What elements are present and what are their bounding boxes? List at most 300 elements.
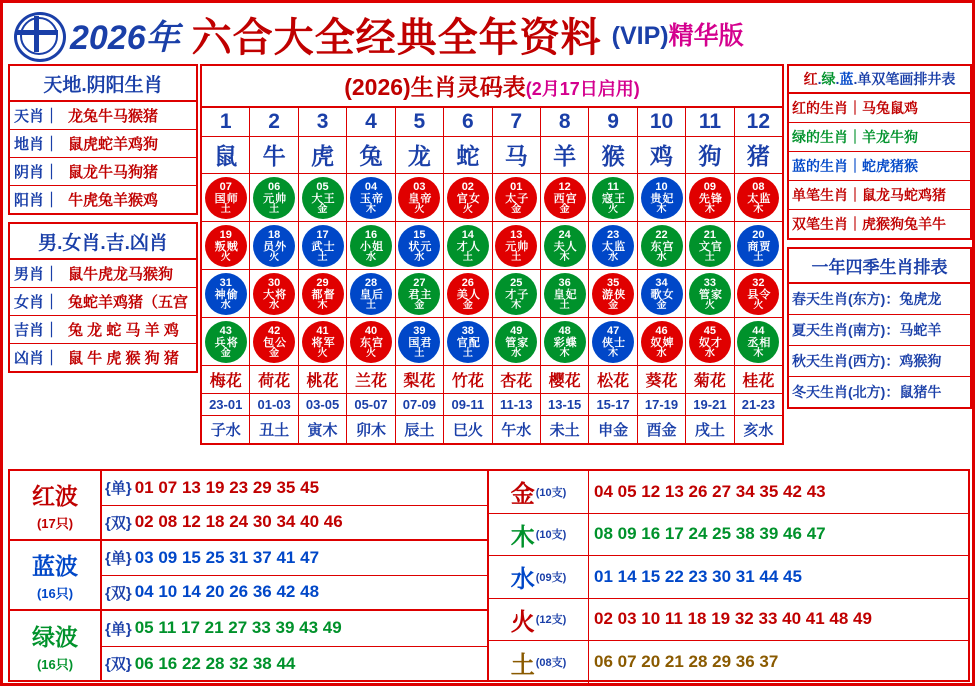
wave-number-list: 04 10 14 20 26 36 42 48 [134, 582, 320, 602]
number-ball[interactable] [641, 273, 683, 315]
ball-element: 水 [511, 347, 522, 359]
element-cell: 巳火 [444, 416, 492, 443]
element-name: 木 [510, 523, 535, 551]
ball-cell [735, 318, 782, 365]
odd-even-tag: {双} [105, 656, 132, 674]
list-item [10, 316, 196, 344]
number-ball[interactable] [205, 273, 247, 315]
wave-count: (16只) [36, 657, 74, 672]
ball-cell [250, 174, 298, 221]
table-title [202, 66, 782, 108]
ball-element: 木 [608, 347, 619, 359]
ball-title: 皇 妃 [553, 288, 576, 301]
number-ball[interactable] [495, 225, 537, 267]
number-ball[interactable] [302, 225, 344, 267]
element-row [202, 416, 782, 443]
number-ball[interactable] [205, 225, 247, 267]
ball-cell [347, 174, 395, 221]
number-ball[interactable] [302, 177, 344, 219]
element-cell: 酉金 [638, 416, 686, 443]
range-cell: 17-19 [638, 394, 686, 415]
ball-title: 元 帅 [263, 192, 286, 205]
flower-cell: 桂花 [742, 373, 775, 390]
flower-cell: 杏花 [493, 366, 541, 393]
ball-cell [541, 270, 589, 317]
element-number-list: 08 09 16 17 24 25 38 39 46 47 [594, 524, 826, 544]
animal-cell: 龙 [396, 137, 444, 173]
row-value: 鼠虎蛇羊鸡狗 [68, 136, 159, 153]
number-ball[interactable] [737, 225, 779, 267]
element-number-list: 04 05 12 13 26 27 34 35 42 43 [594, 481, 826, 501]
number-ball[interactable] [447, 177, 489, 219]
ball-element: 水 [704, 347, 715, 359]
number-ball[interactable] [495, 273, 537, 315]
list-item: 秋天生肖(西方)：鸡猴狗 [789, 346, 970, 377]
column-header: 2 [250, 108, 298, 136]
ball-title: 管 家 [505, 336, 528, 349]
ball-title: 神 偷 [214, 288, 237, 301]
ball-number: 29 [316, 276, 329, 289]
wave-number-list: 06 16 22 28 32 38 44 [134, 653, 296, 673]
ball-title: 彩 蝶 [553, 336, 576, 349]
year-label: 2026年 [70, 18, 180, 57]
table-title-text: (2026)生肖灵码表 [344, 74, 526, 100]
table-title-note: (2月17日启用) [525, 79, 640, 99]
number-ball[interactable] [205, 321, 247, 363]
number-ball[interactable] [302, 273, 344, 315]
ball-title: 商 贾 [747, 240, 770, 253]
range-cell: 19-21 [686, 394, 734, 415]
ball-cell [541, 318, 589, 365]
ball-title: 将 军 [311, 336, 334, 349]
ball-element: 水 [656, 347, 667, 359]
number-ball[interactable] [641, 225, 683, 267]
ball-number: 02 [461, 180, 474, 193]
ball-cell [493, 318, 541, 365]
animal-cell: 猪 [746, 143, 770, 169]
wave-number-list: 03 09 15 25 31 37 41 47 [134, 547, 320, 567]
wave-line [102, 611, 487, 647]
number-ball[interactable] [447, 321, 489, 363]
ball-cell [589, 270, 637, 317]
title-green: 绿 [821, 71, 836, 87]
flower-cell: 松花 [589, 366, 637, 393]
page-header [6, 6, 969, 62]
number-ball[interactable] [253, 273, 295, 315]
ball-number: 24 [558, 228, 571, 241]
ball-title: 东 宫 [359, 336, 382, 349]
number-ball[interactable] [350, 177, 392, 219]
number-ball[interactable] [253, 225, 295, 267]
row-key: 地肖｜ [14, 136, 60, 153]
ball-number: 25 [510, 276, 523, 289]
number-ball[interactable] [544, 321, 586, 363]
element-cell: 戌土 [686, 416, 734, 443]
ball-number: 04 [364, 180, 378, 193]
ball-grid [202, 174, 782, 365]
ball-number: 28 [364, 276, 378, 289]
odd-even-tag: {单} [105, 550, 132, 568]
ball-element: 土 [414, 347, 425, 359]
number-ball[interactable] [592, 225, 634, 267]
number-ball[interactable] [544, 225, 586, 267]
number-ball[interactable] [302, 321, 344, 363]
number-ball[interactable] [737, 273, 779, 315]
flower-cell: 荷花 [250, 366, 298, 393]
number-ball[interactable] [350, 273, 392, 315]
column-header: 5 [396, 108, 444, 136]
ball-cell [686, 318, 734, 365]
ball-cell [589, 174, 637, 221]
element-group-row [489, 514, 968, 557]
number-ball[interactable] [398, 273, 440, 315]
element-name: 土 [510, 651, 535, 679]
ball-cell [299, 174, 347, 221]
ball-element: 木 [656, 203, 667, 215]
wave-row [10, 471, 487, 541]
ball-cell [347, 270, 395, 317]
ball-element: 木 [365, 203, 376, 215]
ball-number: 35 [606, 276, 620, 289]
list-item [10, 130, 196, 158]
ball-element: 土 [753, 251, 764, 263]
ball-cell [541, 222, 589, 269]
ball-cell [250, 270, 298, 317]
row-value: 兔蛇羊鸡猪（五宫 [68, 294, 189, 311]
ball-cell [396, 222, 444, 269]
animal-cell: 牛 [250, 137, 298, 173]
element-group-row [489, 599, 968, 642]
element-cell: 子水 [202, 416, 250, 443]
title-rest: .单双笔画排井表 [853, 71, 956, 87]
number-ball[interactable] [398, 225, 440, 267]
list-item: 冬天生肖(北方)：鼠猪牛 [792, 384, 942, 400]
ball-element: 火 [220, 251, 231, 263]
ball-cell [686, 174, 734, 221]
ball-number: 14 [461, 228, 474, 241]
column-header: 12 [746, 110, 771, 133]
wave-number-list: 05 11 17 21 27 33 39 43 49 [134, 618, 342, 638]
element-count: (10支) [535, 486, 567, 499]
ball-title: 先 锋 [698, 192, 721, 205]
ball-element: 火 [704, 299, 715, 311]
odd-even-tag: {单} [105, 480, 132, 498]
ball-title: 才 人 [456, 240, 479, 253]
wave-line [102, 647, 487, 682]
ball-element: 金 [269, 347, 280, 359]
number-ball[interactable] [689, 225, 731, 267]
ball-title: 皇 帝 [408, 192, 431, 205]
number-ball[interactable] [592, 177, 634, 219]
ball-number: 03 [413, 180, 426, 193]
ball-cell [444, 318, 492, 365]
odd-even-tag: {单} [105, 620, 132, 638]
ball-element: 金 [608, 299, 619, 311]
wave-label [10, 471, 102, 539]
ball-number: 43 [219, 324, 232, 337]
ball-cell [589, 222, 637, 269]
column-header-row [202, 108, 782, 137]
ball-cell [493, 222, 541, 269]
ball-title: 奴 婢 [650, 336, 673, 349]
wave-number-list: 02 08 12 18 24 30 34 40 46 [134, 512, 343, 532]
number-ball[interactable] [592, 321, 634, 363]
ball-cell [493, 174, 541, 221]
ball-number: 46 [655, 324, 668, 337]
animal-cell: 蛇 [444, 137, 492, 173]
ball-row [202, 270, 782, 318]
wave-line [102, 576, 487, 610]
ball-title: 小 姐 [359, 240, 382, 253]
ball-row [202, 318, 782, 365]
ball-cell [638, 270, 686, 317]
element-label [489, 599, 589, 641]
wave-label [10, 611, 102, 681]
ball-number: 47 [606, 324, 620, 337]
element-cell: 辰土 [396, 416, 444, 443]
ball-title: 大 将 [263, 288, 286, 301]
ball-element: 土 [220, 203, 231, 215]
ball-element: 金 [656, 299, 667, 311]
ball-number: 38 [461, 324, 474, 337]
wave-name: 绿波 [32, 624, 78, 650]
ball-element: 土 [269, 203, 280, 215]
ball-cell [444, 270, 492, 317]
ball-title: 官 配 [456, 336, 479, 349]
row-value: 鼠牛虎龙马猴狗 [68, 266, 174, 283]
row-key: 女肖｜ [14, 294, 60, 311]
row-value: 鼠 牛 虎 猴 狗 猪 [68, 350, 179, 367]
ball-title: 管 家 [698, 288, 721, 301]
ball-number: 36 [558, 276, 571, 289]
ball-title: 都 督 [311, 288, 334, 301]
number-ball[interactable] [544, 273, 586, 315]
number-ball[interactable] [350, 225, 392, 267]
ball-title: 包 公 [263, 336, 286, 349]
ball-row [202, 222, 782, 270]
ball-number: 45 [703, 324, 717, 337]
column-header: 11 [686, 108, 734, 136]
element-cell: 亥水 [743, 422, 774, 439]
ball-number: 15 [413, 228, 426, 241]
ball-element: 水 [269, 299, 280, 311]
ball-title: 官 女 [456, 192, 479, 205]
ball-cell [396, 174, 444, 221]
ball-number: 18 [268, 228, 281, 241]
ball-element: 土 [511, 251, 522, 263]
flower-cell: 菊花 [686, 366, 734, 393]
ball-title: 县 令 [747, 288, 770, 301]
ball-title: 文 官 [698, 240, 721, 253]
number-ball[interactable] [689, 321, 731, 363]
number-ball[interactable] [495, 177, 537, 219]
number-ball[interactable] [495, 321, 537, 363]
ball-number: 19 [219, 228, 232, 241]
column-header: 1 [202, 108, 250, 136]
ball-cell [686, 222, 734, 269]
ball-number: 08 [752, 180, 765, 193]
column-header: 9 [589, 108, 637, 136]
element-label [489, 514, 589, 556]
wave-numbers [102, 611, 487, 681]
row-key: 吉肖｜ [14, 322, 60, 339]
ball-cell [735, 270, 782, 317]
ball-title: 游 侠 [602, 288, 625, 301]
ball-number: 48 [558, 324, 571, 337]
list-item [10, 260, 196, 288]
column-header: 6 [444, 108, 492, 136]
number-ball[interactable] [447, 273, 489, 315]
ball-title: 贵 妃 [650, 192, 673, 205]
ball-cell [299, 222, 347, 269]
element-name: 火 [510, 608, 535, 636]
ball-cell [686, 270, 734, 317]
element-count: (10支) [535, 529, 567, 542]
ball-title: 国 师 [214, 192, 237, 205]
time-range-row [202, 394, 782, 416]
wave-row [10, 541, 487, 611]
ball-cell [444, 174, 492, 221]
ball-cell [299, 318, 347, 365]
element-label [489, 641, 589, 684]
ball-element: 土 [704, 251, 715, 263]
ball-number: 12 [558, 180, 571, 193]
ball-element: 金 [462, 299, 473, 311]
logo-icon [10, 10, 68, 58]
number-ball[interactable] [398, 177, 440, 219]
ball-title: 大 王 [311, 192, 334, 205]
flower-cell: 桃花 [299, 366, 347, 393]
number-ball[interactable] [253, 177, 295, 219]
element-group-row [489, 641, 968, 684]
element-cell: 卯木 [347, 416, 395, 443]
ball-title: 玉 帝 [359, 192, 382, 205]
ball-number: 42 [268, 324, 281, 337]
ball-element: 木 [317, 299, 328, 311]
row-value: 龙兔牛马猴猪 [68, 108, 159, 125]
range-cell: 03-05 [299, 394, 347, 415]
wave-name: 蓝波 [32, 553, 78, 579]
ball-cell [347, 222, 395, 269]
flower-cell: 竹花 [444, 366, 492, 393]
ball-number: 49 [510, 324, 523, 337]
ball-title: 状 元 [408, 240, 431, 253]
ball-number: 09 [703, 180, 717, 193]
range-cell: 15-17 [589, 394, 637, 415]
number-ball[interactable] [641, 321, 683, 363]
animal-cell: 猴 [589, 137, 637, 173]
ball-cell [735, 222, 782, 269]
column-header: 7 [493, 108, 541, 136]
list-item: 春天生肖(东方)：兔虎龙 [789, 284, 970, 315]
ball-cell [444, 222, 492, 269]
ball-title: 元 帅 [505, 240, 528, 253]
list-item [10, 158, 196, 186]
number-ball[interactable] [398, 321, 440, 363]
ball-title: 皇 后 [359, 288, 382, 301]
element-cell: 未土 [541, 416, 589, 443]
flower-cell: 葵花 [638, 366, 686, 393]
ball-title: 丞 相 [747, 336, 770, 349]
element-number-list: 02 03 10 11 18 19 32 33 40 41 48 49 [594, 609, 872, 629]
list-item: 绿的生肖｜羊龙牛狗 [789, 123, 970, 152]
ball-element: 木 [511, 299, 522, 311]
ball-number: 26 [461, 276, 474, 289]
number-ball[interactable] [689, 177, 731, 219]
ball-element: 水 [656, 251, 667, 263]
row-key: 凶肖｜ [14, 350, 60, 367]
flower-cell: 樱花 [541, 366, 589, 393]
ball-element: 火 [753, 299, 764, 311]
element-group-row [489, 556, 968, 599]
ball-number: 20 [752, 228, 765, 241]
ball-cell [396, 270, 444, 317]
number-ball[interactable] [737, 177, 779, 219]
row-value: 牛虎兔羊猴鸡 [68, 192, 159, 209]
wave-number-list: 01 07 13 19 23 29 35 45 [134, 477, 320, 497]
number-ball[interactable] [592, 273, 634, 315]
row-key: 天肖｜ [14, 108, 60, 125]
number-ball[interactable] [350, 321, 392, 363]
ball-cell [735, 174, 782, 221]
flower-cell: 梨花 [396, 366, 444, 393]
ball-number: 33 [703, 276, 717, 289]
ball-element: 水 [365, 251, 376, 263]
range-cell: 11-13 [493, 394, 541, 415]
ball-number: 34 [655, 276, 668, 289]
range-cell: 13-15 [541, 394, 589, 415]
zodiac-code-table [200, 64, 784, 445]
element-count: (12支) [535, 614, 567, 627]
wave-numbers [102, 541, 487, 609]
ball-title: 太 监 [747, 192, 770, 205]
vip-text: (VIP) [611, 22, 669, 50]
wave-table [8, 469, 489, 682]
ball-title: 美 人 [456, 288, 479, 301]
bottom-section [8, 469, 972, 682]
ball-cell [493, 270, 541, 317]
range-cell: 05-07 [347, 394, 395, 415]
animal-cell: 虎 [299, 137, 347, 173]
number-ball[interactable] [737, 321, 779, 363]
ball-element: 金 [317, 203, 328, 215]
list-item [10, 288, 196, 316]
ball-element: 金 [414, 299, 425, 311]
wave-line [102, 471, 487, 506]
range-cell: 23-01 [202, 394, 250, 415]
row-key: 男肖｜ [14, 266, 60, 283]
ball-cell [541, 174, 589, 221]
element-label [489, 471, 589, 513]
ball-title: 叛 贼 [214, 240, 237, 253]
number-ball[interactable] [689, 273, 731, 315]
male-female-title: 男.女肖.吉.凶肖 [10, 224, 196, 260]
column-header: 8 [541, 108, 589, 136]
ball-number: 27 [413, 276, 426, 289]
animal-cell: 鼠 [202, 137, 250, 173]
ball-cell [250, 318, 298, 365]
number-ball[interactable] [253, 321, 295, 363]
animal-cell: 羊 [541, 137, 589, 173]
range-cell: 01-03 [250, 394, 298, 415]
number-ball[interactable] [447, 225, 489, 267]
number-ball[interactable] [641, 177, 683, 219]
element-name: 金 [510, 481, 535, 509]
right-column [787, 64, 972, 409]
number-ball[interactable] [205, 177, 247, 219]
animal-cell: 狗 [686, 137, 734, 173]
number-ball[interactable] [544, 177, 586, 219]
